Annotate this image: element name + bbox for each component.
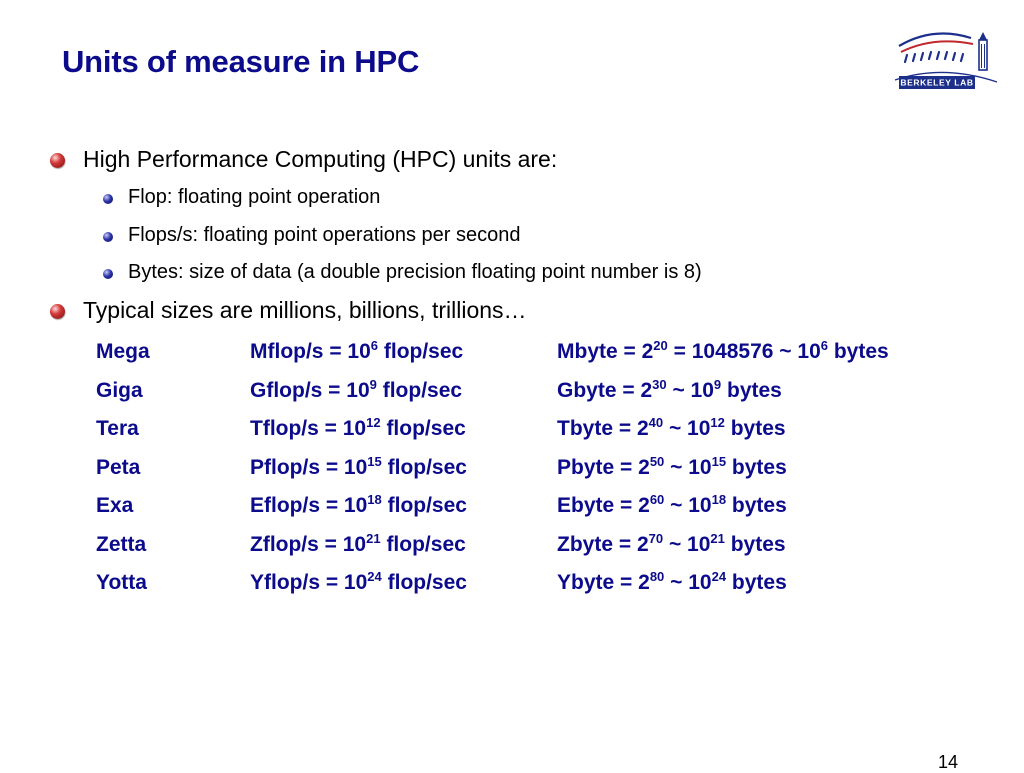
byte-size-unit: bytes [721, 378, 782, 402]
unit-row [0, 453, 1024, 486]
flop-rate-unit: flop/sec [381, 571, 467, 594]
byte-size [557, 340, 889, 364]
flop-rate [250, 530, 466, 557]
flop-rate-exponent: 21 [366, 530, 381, 546]
unit-row [0, 571, 1024, 601]
unit-row [0, 417, 1024, 447]
byte-size-exponent: 50 [649, 453, 665, 469]
byte-size-exponent-decimal: 15 [711, 453, 727, 469]
flop-rate-exponent: 12 [366, 415, 381, 431]
flop-rate-exponent: 6 [370, 338, 379, 354]
byte-size [557, 494, 787, 518]
byte-size-exponent-decimal: 24 [711, 569, 727, 585]
unit-prefix: Tera [96, 417, 139, 440]
unit-prefix: Yotta [96, 571, 147, 594]
flop-rate-base: Yflop/s = 10 [250, 571, 368, 594]
page-number: 14 [938, 752, 959, 772]
flop-rate-exponent: 18 [367, 492, 382, 508]
byte-size-exponent-decimal: 12 [710, 415, 725, 431]
flop-rate [250, 376, 463, 403]
byte-size-base: Ebyte = 2 [557, 494, 650, 517]
unit-prefix: Zetta [96, 532, 147, 556]
flop-rate-exponent: 24 [367, 569, 382, 585]
byte-size-exponent: 60 [649, 492, 665, 508]
byte-size-base: Pbyte = 2 [557, 455, 650, 479]
byte-size-unit: bytes [724, 417, 786, 440]
byte-size [557, 376, 782, 403]
unit-prefix: Exa [96, 494, 134, 517]
logo-text: BERKELEY LAB [900, 77, 974, 88]
bullet-text: Typical sizes are millions, billions, trillions… [83, 297, 527, 323]
flop-rate-unit: flop/sec [380, 532, 466, 556]
berkeley-lab-logo [893, 24, 1001, 96]
byte-size-exponent: 20 [653, 338, 668, 354]
flop-rate-base: Mflop/s = 10 [250, 340, 371, 363]
sub-bullet-text: Flops/s: floating point operations per second [128, 224, 521, 246]
unit-row [0, 340, 1024, 370]
byte-size-unit: bytes [726, 494, 787, 517]
flop-rate [250, 340, 463, 364]
flop-rate-exponent: 15 [367, 453, 382, 469]
byte-size [557, 571, 787, 595]
byte-size-exponent: 70 [648, 530, 664, 546]
flop-rate-unit: flop/sec [378, 340, 464, 363]
slide-title: Units of measure in HPC [62, 44, 420, 79]
byte-size-base: Ybyte = 2 [557, 571, 650, 594]
flop-rate [250, 417, 466, 441]
byte-size-base: Zbyte = 2 [557, 532, 649, 556]
byte-size-unit: bytes [724, 532, 786, 556]
byte-size-approx: ~ 10 [663, 532, 711, 556]
byte-size-approx: ~ 10 [664, 571, 712, 594]
flop-rate [250, 494, 467, 518]
red-sphere-bullet-icon [50, 153, 65, 168]
bullet-text: High Performance Computing (HPC) units are: [83, 146, 558, 172]
unit-row [0, 530, 1024, 563]
unit-prefix: Giga [96, 378, 143, 402]
byte-size-approx: ~ 10 [664, 455, 712, 479]
flop-rate-base: Gflop/s = 10 [250, 378, 370, 402]
blue-sphere-bullet-icon [103, 269, 113, 279]
byte-size-base: Tbyte = 2 [557, 417, 649, 440]
byte-size-base: Mbyte = 2 [557, 340, 654, 363]
byte-size-exponent-decimal: 18 [711, 492, 727, 508]
flop-rate-unit: flop/sec [380, 417, 466, 440]
byte-size [557, 417, 786, 441]
byte-size-exponent-decimal: 9 [713, 376, 722, 392]
flop-rate-unit: flop/sec [381, 494, 467, 517]
flop-rate-unit: flop/sec [376, 378, 463, 402]
byte-size-unit: bytes [726, 455, 787, 479]
unit-row [0, 494, 1024, 524]
sub-bullet-text: Bytes: size of data (a double precision floating point number is 8) [128, 261, 702, 283]
flop-rate-base: Zflop/s = 10 [250, 532, 367, 556]
byte-size-unit: bytes [828, 340, 889, 363]
byte-size-approx: = 1048576 ~ 10 [667, 340, 821, 363]
byte-size-exponent-decimal: 21 [710, 530, 725, 546]
byte-size-unit: bytes [726, 571, 787, 594]
unit-row [0, 376, 1024, 409]
byte-size-exponent: 40 [648, 415, 664, 431]
byte-size-approx: ~ 10 [666, 378, 714, 402]
byte-size-base: Gbyte = 2 [557, 378, 653, 402]
unit-prefix: Mega [96, 340, 150, 363]
byte-size-exponent-decimal: 6 [820, 338, 829, 354]
byte-size-exponent: 30 [652, 376, 667, 392]
flop-rate-exponent: 9 [369, 376, 377, 392]
blue-sphere-bullet-icon [103, 232, 113, 242]
sub-bullet-text: Flop: floating point operation [128, 186, 381, 208]
unit-prefix: Peta [96, 455, 141, 479]
byte-size-approx: ~ 10 [664, 494, 712, 517]
flop-rate-base: Tflop/s = 10 [250, 417, 367, 440]
byte-size-exponent: 80 [649, 569, 665, 585]
byte-size-approx: ~ 10 [663, 417, 711, 440]
red-sphere-bullet-icon [50, 304, 65, 319]
flop-rate [250, 453, 467, 480]
flop-rate-base: Pflop/s = 10 [250, 455, 368, 479]
byte-size [557, 453, 787, 480]
flop-rate-base: Eflop/s = 10 [250, 494, 368, 517]
blue-sphere-bullet-icon [103, 194, 113, 204]
flop-rate-unit: flop/sec [381, 455, 467, 479]
flop-rate [250, 571, 467, 595]
byte-size [557, 530, 786, 557]
